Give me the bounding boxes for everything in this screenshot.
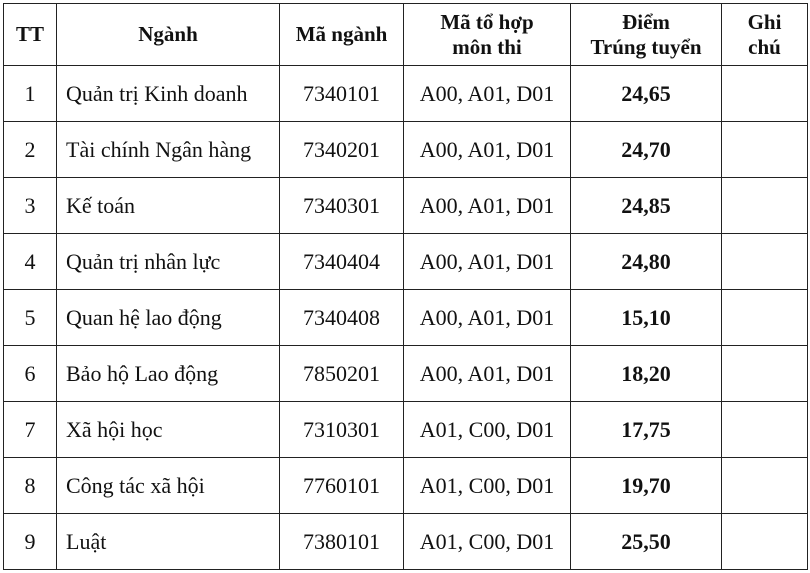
table-row xyxy=(4,234,808,290)
cell-tt: 5 xyxy=(4,290,57,346)
header-nganh: Ngành xyxy=(57,4,280,66)
cell-nganh: Quan hệ lao động xyxy=(57,290,280,346)
cell-ghi-chu xyxy=(722,178,808,234)
header-to-hop xyxy=(404,4,571,66)
cell-nganh: Bảo hộ Lao động xyxy=(57,346,280,402)
table-row xyxy=(4,178,808,234)
cell-ma-nganh: 7340408 xyxy=(280,290,404,346)
cell-to-hop: A00, A01, D01 xyxy=(404,234,571,290)
cell-nganh: Công tác xã hội xyxy=(57,458,280,514)
cell-diem: 25,50 xyxy=(571,514,722,570)
cell-ma-nganh: 7340404 xyxy=(280,234,404,290)
cell-ma-nganh: 7340301 xyxy=(280,178,404,234)
cell-diem: 19,70 xyxy=(571,458,722,514)
cell-diem: 24,85 xyxy=(571,178,722,234)
header-ghi-chu-line2: chú xyxy=(748,35,781,59)
cell-tt: 1 xyxy=(4,66,57,122)
cell-tt: 6 xyxy=(4,346,57,402)
header-to-hop-line1: Mã tổ hợp xyxy=(440,9,534,34)
cell-ghi-chu xyxy=(722,346,808,402)
cell-ma-nganh: 7850201 xyxy=(280,346,404,402)
cell-tt: 9 xyxy=(4,514,57,570)
cell-to-hop: A00, A01, D01 xyxy=(404,346,571,402)
header-to-hop-line2: môn thi xyxy=(452,34,522,59)
cell-ghi-chu xyxy=(722,514,808,570)
cell-diem: 24,80 xyxy=(571,234,722,290)
table-row xyxy=(4,458,808,514)
admission-scores-table xyxy=(3,3,808,570)
cell-nganh: Xã hội học xyxy=(57,402,280,458)
cell-ma-nganh: 7340101 xyxy=(280,66,404,122)
cell-nganh: Quản trị nhân lực xyxy=(57,234,280,290)
header-tt: TT xyxy=(4,4,57,66)
header-row xyxy=(4,4,808,66)
header-ghi-chu xyxy=(722,4,808,66)
header-diem-line1: Điểm xyxy=(622,9,670,34)
cell-diem: 18,20 xyxy=(571,346,722,402)
header-ma-nganh: Mã ngành xyxy=(280,4,404,66)
cell-to-hop: A00, A01, D01 xyxy=(404,290,571,346)
table-row xyxy=(4,514,808,570)
cell-ma-nganh: 7380101 xyxy=(280,514,404,570)
cell-ghi-chu xyxy=(722,290,808,346)
cell-ghi-chu xyxy=(722,122,808,178)
cell-tt: 3 xyxy=(4,178,57,234)
cell-to-hop: A00, A01, D01 xyxy=(404,178,571,234)
table-body xyxy=(4,66,808,570)
cell-nganh: Kế toán xyxy=(57,178,280,234)
cell-to-hop: A01, C00, D01 xyxy=(404,458,571,514)
header-diem xyxy=(571,4,722,66)
cell-diem: 15,10 xyxy=(571,290,722,346)
cell-to-hop: A01, C00, D01 xyxy=(404,514,571,570)
header-diem-line2: Trúng tuyển xyxy=(590,34,702,59)
cell-tt: 7 xyxy=(4,402,57,458)
table-row xyxy=(4,402,808,458)
cell-tt: 4 xyxy=(4,234,57,290)
cell-ma-nganh: 7340201 xyxy=(280,122,404,178)
cell-ghi-chu xyxy=(722,66,808,122)
cell-ghi-chu xyxy=(722,402,808,458)
cell-nganh: Tài chính Ngân hàng xyxy=(57,122,280,178)
cell-to-hop: A00, A01, D01 xyxy=(404,122,571,178)
table-row xyxy=(4,122,808,178)
cell-diem: 24,65 xyxy=(571,66,722,122)
cell-to-hop: A00, A01, D01 xyxy=(404,66,571,122)
cell-tt: 2 xyxy=(4,122,57,178)
cell-diem: 24,70 xyxy=(571,122,722,178)
cell-nganh: Quản trị Kinh doanh xyxy=(57,66,280,122)
cell-to-hop: A01, C00, D01 xyxy=(404,402,571,458)
table-row xyxy=(4,346,808,402)
table-row xyxy=(4,290,808,346)
cell-ghi-chu xyxy=(722,234,808,290)
cell-diem: 17,75 xyxy=(571,402,722,458)
table-row xyxy=(4,66,808,122)
cell-tt: 8 xyxy=(4,458,57,514)
cell-ghi-chu xyxy=(722,458,808,514)
cell-ma-nganh: 7310301 xyxy=(280,402,404,458)
header-ghi-chu-line1: Ghi xyxy=(747,10,782,34)
cell-ma-nganh: 7760101 xyxy=(280,458,404,514)
cell-nganh: Luật xyxy=(57,514,280,570)
